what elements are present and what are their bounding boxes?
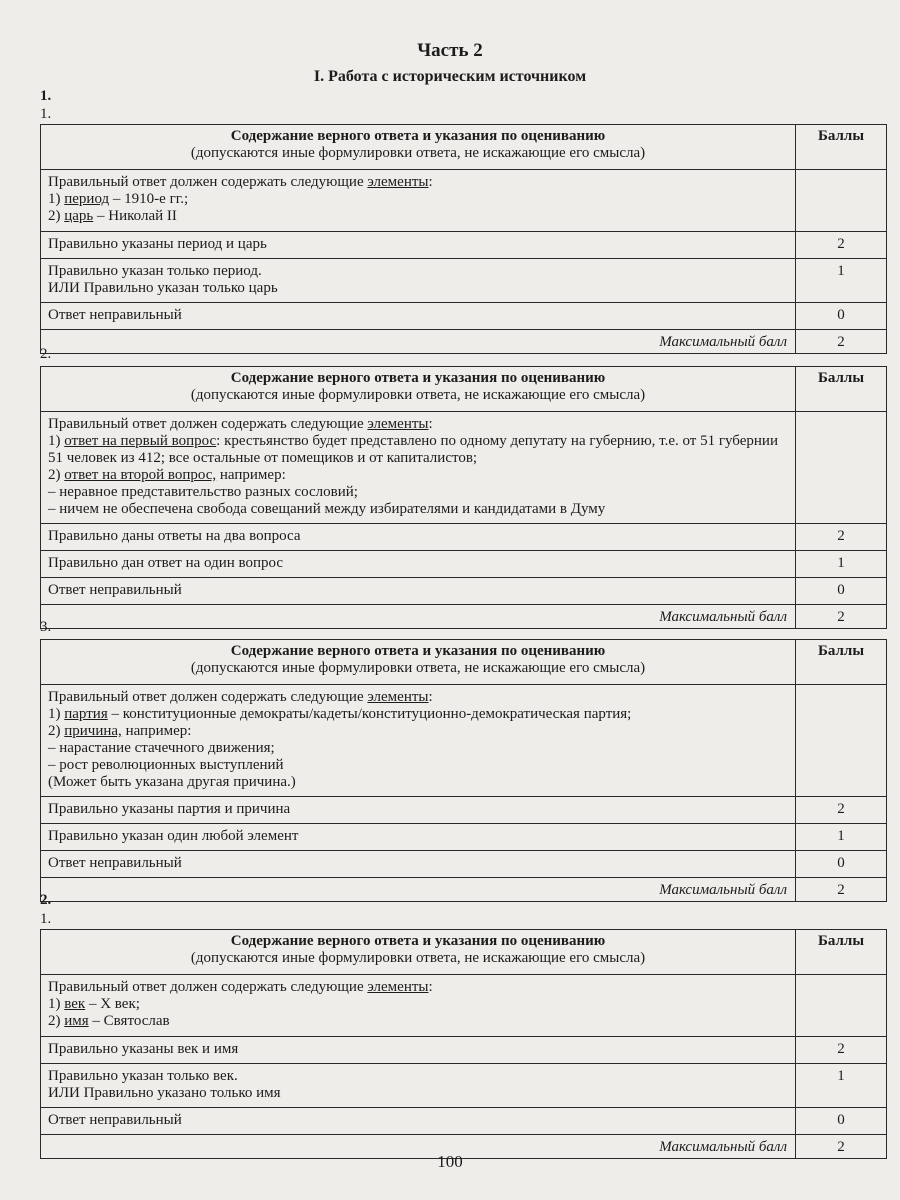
score-header: Баллы — [796, 367, 887, 412]
criteria-header-subtitle: (допускаются иные формулировки ответа, не искажающие его смысла) — [190, 950, 646, 966]
table-row — [41, 1064, 887, 1108]
criteria-header-subtitle: (допускаются иные формулировки ответа, не искажающие его смысла) — [190, 145, 646, 161]
criteria-header — [41, 640, 796, 685]
criteria-header-title: Содержание верного ответа и указания по оцениванию — [230, 370, 606, 386]
criterion-full: Правильно даны ответы на два вопроса — [41, 524, 796, 551]
required-elements-cell: Правильный ответ должен содержать следующие элементы: 1) ответ на первый вопрос: крестьянство будет представлено по одному депутату на губернию, т.е. от 51 губернии 51 человек из 412; все остальные от помещиков и от капиталистов; 2) ответ на второй вопрос, например: – неравное представительство разных сословий; – ничем не обеспечена свобода совещаний между избирателями и кандидатами в Думу — [41, 412, 796, 524]
table-row — [41, 551, 887, 578]
score-value: 1 — [796, 824, 887, 851]
required-elements-cell: Правильный ответ должен содержать следующие элементы: 1) век – X век; 2) имя – Святослав — [41, 975, 796, 1037]
table-header-row — [41, 930, 887, 975]
criterion-partial: Правильно указан один любой элемент — [41, 824, 796, 851]
criterion-full: Правильно указаны век и имя — [41, 1037, 796, 1064]
table-row — [41, 232, 887, 259]
criteria-table-1-2 — [40, 366, 887, 629]
table-header-row — [41, 640, 887, 685]
criterion-wrong: Ответ неправильный — [41, 851, 796, 878]
table-row — [41, 685, 887, 797]
empty-score-cell — [796, 412, 887, 524]
table-row — [41, 824, 887, 851]
required-elements-cell: Правильный ответ должен содержать следующие элементы: 1) период – 1910-е гг.; 2) царь – Николай II — [41, 170, 796, 232]
score-value: 2 — [796, 1037, 887, 1064]
task-1-1-label: 1. — [40, 106, 52, 122]
criteria-header-subtitle: (допускаются иные формулировки ответа, не искажающие его смысла) — [190, 660, 646, 676]
table-row — [41, 578, 887, 605]
table-row — [41, 1037, 887, 1064]
score-header: Баллы — [796, 930, 887, 975]
criterion-partial: Правильно дан ответ на один вопрос — [41, 551, 796, 578]
score-value: 0 — [796, 303, 887, 330]
criterion-wrong: Ответ неправильный — [41, 303, 796, 330]
max-score-label: Максимальный балл — [41, 878, 796, 902]
score-value: 0 — [796, 1108, 887, 1135]
table-row — [41, 878, 887, 902]
table-row — [41, 797, 887, 824]
score-value: 2 — [796, 524, 887, 551]
criteria-header — [41, 125, 796, 170]
table-row — [41, 170, 887, 232]
page-number: 100 — [437, 1152, 463, 1171]
score-value: 1 — [796, 551, 887, 578]
task-2-1-label: 1. — [40, 911, 52, 927]
table-header-row — [41, 367, 887, 412]
table-header-row — [41, 125, 887, 170]
criterion-full: Правильно указаны партия и причина — [41, 797, 796, 824]
section-1-label: 1. — [40, 88, 52, 104]
table-row — [41, 330, 887, 354]
table-row — [41, 975, 887, 1037]
criteria-header — [41, 367, 796, 412]
table-row — [41, 412, 887, 524]
section-title: I. Работа с историческим источником — [313, 68, 587, 85]
criterion-partial: Правильно указан только период. ИЛИ Правильно указан только царь — [41, 259, 796, 303]
criterion-wrong: Ответ неправильный — [41, 1108, 796, 1135]
score-value: 0 — [796, 851, 887, 878]
max-score-label: Максимальный балл — [41, 330, 796, 354]
score-value: 0 — [796, 578, 887, 605]
task-1-3-label: 3. — [40, 619, 52, 635]
score-value: 1 — [796, 1064, 887, 1108]
max-score-value: 2 — [796, 878, 887, 902]
empty-score-cell — [796, 685, 887, 797]
score-header: Баллы — [796, 640, 887, 685]
criterion-full: Правильно указаны период и царь — [41, 232, 796, 259]
criterion-partial: Правильно указан только век. ИЛИ Правильно указано только имя — [41, 1064, 796, 1108]
table-row — [41, 605, 887, 629]
max-score-value: 2 — [796, 1135, 887, 1159]
score-value: 1 — [796, 259, 887, 303]
table-row — [41, 1108, 887, 1135]
criteria-table-1-3 — [40, 639, 887, 902]
max-score-label: Максимальный балл — [41, 1135, 796, 1159]
criteria-header-title: Содержание верного ответа и указания по оцениванию — [230, 128, 606, 144]
score-value: 2 — [796, 232, 887, 259]
score-header: Баллы — [796, 125, 887, 170]
empty-score-cell — [796, 975, 887, 1037]
score-value: 2 — [796, 797, 887, 824]
criteria-table-2-1 — [40, 929, 887, 1159]
max-score-value: 2 — [796, 605, 887, 629]
task-1-2-label: 2. — [40, 346, 52, 362]
criteria-table-1-1 — [40, 124, 887, 354]
max-score-value: 2 — [796, 330, 887, 354]
part-title: Часть 2 — [417, 40, 483, 61]
max-score-label: Максимальный балл — [41, 605, 796, 629]
criteria-header — [41, 930, 796, 975]
section-2-label: 2. — [40, 892, 52, 908]
table-row — [41, 851, 887, 878]
table-row — [41, 259, 887, 303]
empty-score-cell — [796, 170, 887, 232]
criteria-header-title: Содержание верного ответа и указания по оцениванию — [230, 933, 606, 949]
criteria-header-subtitle: (допускаются иные формулировки ответа, не искажающие его смысла) — [190, 387, 646, 403]
criterion-wrong: Ответ неправильный — [41, 578, 796, 605]
criteria-header-title: Содержание верного ответа и указания по оцениванию — [230, 643, 606, 659]
table-row — [41, 524, 887, 551]
required-elements-cell: Правильный ответ должен содержать следующие элементы: 1) партия – конституционные демократы/кадеты/конституционно-демократическая партия; 2) причина, например: – нарастание стачечного движения; – рост революционных выступлений (Может быть указана другая причина.) — [41, 685, 796, 797]
table-row — [41, 303, 887, 330]
